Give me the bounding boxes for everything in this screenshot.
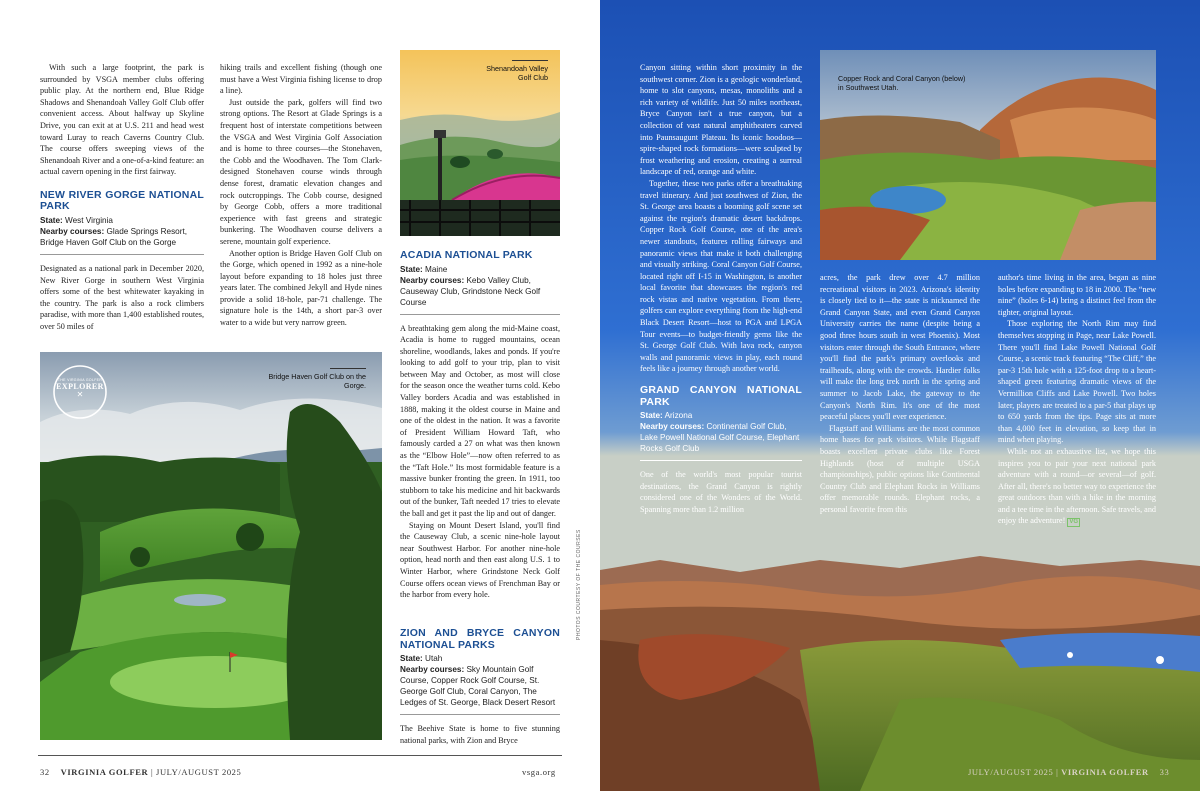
crossed-clubs-icon: ✕ xyxy=(76,390,84,399)
intro-paragraph: With such a large footprint, the park is surrounded by VSGA member clubs offering public play. At the northern end, Blue Ridge Shadows and Shenandoah Valley Golf Club offer convenient access. About halfway up Skyline Drive, you can exit at at U.S. 211 and head west toward Luray to reach Caverns Country Club. The course offers sweeping views of the Shenandoah River and a one-of-a-kind feature: an actual cavern opening in the first fairway. xyxy=(40,63,204,177)
right-page xyxy=(600,0,1200,791)
acadia-paragraph-1: A breathtaking gem along the mid-Maine coast, Acadia is home to rugged mountains, ocean shoreline, woodlands, lakes and ponds. If you're looking to add golf to your trip, plan to visit between May and October, as most will close for the season once the weather turns cold. Kebo Valley borders Acadia and was established in 1888, making it the oldest course in Maine and one of the oldest in the nation. It was a favorite of President William Howard Taft, who famously carded a 27 on what was then known as the “Elbow Hole”—now often referred to as the “Taft Hole.” Its most formidable feature is a massive bunker fronting the green. In 1911, too stubborn to take his medicine and hit backwards out of the bunker, Taft needed 17 tries to elevate the ball and get it past the lip and out of danger. xyxy=(400,323,560,518)
grand-canyon-heading: GRAND CANYON NATIONAL PARK xyxy=(640,384,802,408)
grand-canyon-paragraph-1: One of the world's most popular tourist destinations, the Grand Canyon is rightly considered one of the Wonders of the World. Spanning more than 1.2 million xyxy=(640,470,802,514)
grand-canyon-paragraph-2: acres, the park drew over 4.7 million recreational visitors in 2023. Arizona's identity is closely tied to it—the state is nicknamed the Grand Canyon State, and even Grand Canyon University carries the name (despite being a good three hours south in west Phoenix). Most visitors enter through the South Entrance, where you'll find the park's primary overlooks and trailheads, along with the crowds. Hardier folks will make the long trek north in the spring and summer to Jacob Lake, the gateway to the Canyon's North Rim. It's one of the most peaceful places you'll ever experience. xyxy=(820,273,980,422)
left-folio: 32 VIRGINIA GOLFER | JULY/AUGUST 2025 xyxy=(40,767,242,777)
footer-rule xyxy=(38,755,562,756)
divider xyxy=(400,714,560,715)
acadia-meta: State: Maine Nearby courses: Kebo Valley Club, Causeway Club, Grindstone Neck Golf Course xyxy=(400,264,541,307)
explorer-badge: THE VIRGINIA GOLFER EXPLORER ✕ xyxy=(54,372,106,399)
right-col2 xyxy=(820,272,980,515)
zion-heading: ZION AND BRYCE CANYON NATIONAL PARKS xyxy=(400,627,560,651)
lake-powell-paragraph: Those exploring the North Rim may find themselves stopping in Page, near Lake Powell. There you'll find Lake Powell National Golf Course, a scenic track featuring “The Cliff,” the par-3 15th hole with a 125-foot drop to a heart-shaped green featuring dramatic views of the Vermillion Cliffs and Lake Powell. Two holes later, players are treated to a par-5 that plays up to 650 yards from the tips. Page sits at more than 4,000 feet in elevation, so keep that in mind when playing. xyxy=(998,319,1156,445)
bridge-haven-illustration xyxy=(40,352,382,740)
acadia-heading: ACADIA NATIONAL PARK xyxy=(400,249,533,261)
zion-continued-paragraph: Canyon sitting within short proximity in the southwest corner. Zion is a geologic wonderland, home to slot canyons, mesas, monoliths and a rich variety of wildlife. Just 50 miles northeast, Bryce Canyon isn't a true canyon, but a collection of vast natural amphitheaters carved into Paunsaugunt Plateau. Its iconic hoodoos—spire-shaped rock formations—were sculpted by frost weathering and erosion, creating a surreal landscape of red, orange and white. xyxy=(640,63,802,177)
end-mark-icon: VG xyxy=(1069,519,1079,526)
flagstaff-paragraph: Flagstaff and Williams are the most common home bases for park visitors. While Flagstaff boasts excellent private clubs like Forest Highlands (host of multiple USGA championships), public options like Continental Country Club and Elephant Rocks in Williams offer memorable rounds. Elephant rocks, a personal favorite from this xyxy=(820,423,980,514)
col2-paragraph-3: Another option is Bridge Haven Golf Club on the Gorge, which opened in 1992 as a nine-hole layout before expanding to 18 holes just three years later. The combined Jekyll and Hyde nines provide a solid 18-hole, par-71 challenge. The signature hole is the 14th, a short par-3 over water to a wide but very narrow green. xyxy=(220,248,382,328)
closing-paragraph: While not an exhaustive list, we hope this inspires you to pair your next national park adventure with a round—or several—of golf. After all, there's no better way to experience the great outdoors than with a hike in the morning and a tee time in the afternoon. Safe travels, and enjoy the adventure! VG xyxy=(998,446,1157,526)
acadia-paragraph-2: Staying on Mount Desert Island, you'll find the Causeway Club, a scenic nine-hole layout near Southwest Harbor. For another nine-hole option, head north and then east along U.S. 1 to Winter Harbor, where Grindstone Neck Golf Course offers ocean views of Frenchman Bay or the harbor from every hole. xyxy=(400,520,560,600)
right-col1 xyxy=(640,62,802,515)
acadia-section xyxy=(400,250,560,601)
col2-paragraph-1: hiking trails and excellent fishing (though one must have a West Virginia fishing license to drop a line). xyxy=(220,63,382,96)
grand-canyon-meta: State: Arizona Nearby courses: Continental Golf Club, Lake Powell National Golf Course, Elephant Rocks Golf Club xyxy=(640,411,800,454)
copper-rock-caption: Copper Rock and Coral Canyon (below) in Southwest Utah. xyxy=(838,74,966,92)
elephant-rocks-paragraph: author's time living in the area, began as nine holes before expanding to 18 in 2000. The “new nine” (holes 6-14) bring a distinct feel from the tighter, original layout. xyxy=(998,273,1156,317)
divider xyxy=(640,460,802,461)
divider xyxy=(40,254,204,255)
bridge-haven-caption: Bridge Haven Golf Club on the Gorge. xyxy=(262,368,366,390)
newriver-heading: NEW RIVER GORGE NATIONAL PARK xyxy=(40,188,204,213)
zion-paragraph-1: The Beehive State is home to five stunning national parks, with Zion and Bryce xyxy=(400,724,560,745)
right-col3 xyxy=(998,272,1156,527)
col2-paragraph-2: Just outside the park, golfers will find two strong options. The Resort at Glade Springs is a frequent host of interstate competitions between the VSGA and West Virginia Golf Association and is home to three courses—the Stonehaven, the Cobb and the Woodhaven. The Tom Clark-designed Stonehaven course winds through dense forest, dramatic elevation changes and rock outcroppings. The Cobb course, designed by George Cobb, offers a more traditional experience with fast greens and strategic bunkering. The Woodhaven course delivers a serene, mountain golf experience. xyxy=(220,97,382,246)
photo-credit: PHOTOS COURTESY OF THE COURSES xyxy=(576,529,582,640)
left-col1-top xyxy=(40,62,204,333)
shenandoah-caption: Shenandoah Valley Golf Club xyxy=(472,60,548,82)
left-folio-url: vsga.org xyxy=(522,767,556,777)
zion-section xyxy=(400,628,560,746)
right-folio: JULY/AUGUST 2025 | VIRGINIA GOLFER 33 xyxy=(968,767,1170,777)
st-george-paragraph: Together, these two parks offer a breathtaking travel itinerary. And just southwest of Zion, the St. George area boasts a booming golf scene set against the region's dramatic desert backdrops. Copper Rock Golf Course, one of the area's newer standouts, features rolling fairways and panoramic views that make it both challenging and visually striking. Coral Canyon Golf Course, located right off I-15 in Washington, is another local favorite that showcases the region's red rock vistas and native vegetation. From there, golfers can explore everything from the high-end Black Desert Resort—host to PGA and LPGA Tour events—to budget-friendly gems like the St. George Golf Club. With lava rock, canyon walls and panoramic views in play, each round feels like a journey through another world. xyxy=(640,178,802,374)
newriver-meta: State: West Virginia Nearby courses: Glade Springs Resort, Bridge Haven Golf Club on the Gorge xyxy=(40,215,188,247)
divider xyxy=(400,314,560,315)
newriver-body: Designated as a national park in December 2020, New River Gorge in southern West Virginia offers some of the best whitewater kayaking in the country. The park is also a rock climbers paradise, with more than 1,400 established routes, over 50 miles of xyxy=(40,263,204,331)
left-col2-top xyxy=(220,62,382,329)
zion-meta: State: Utah Nearby courses: Sky Mountain Golf Course, Copper Rock Golf Course, St. George Golf Club, Coral Canyon, The Ledges of St. George, Black Desert Resort xyxy=(400,654,556,707)
bridge-haven-photo xyxy=(40,352,382,740)
